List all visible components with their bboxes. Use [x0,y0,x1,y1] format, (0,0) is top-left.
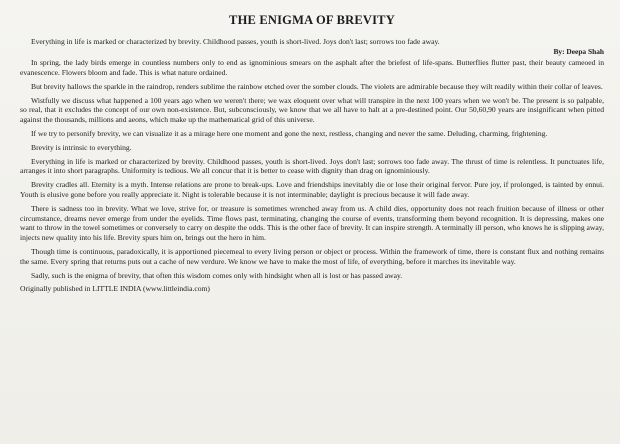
paragraph-cradles-all: Brevity cradles all. Eternity is a myth. Intense relations are prone to break-ups. Love and friendships inevitably die or lose their original fervor. Pure joy, if prolonged, is tainted by ennui. Youth is elusive gone before you really appreciate it. Night is tolerable because it is not interminable; daylight is precious because it will fade away. [20,180,604,200]
paragraph-spring: In spring, the lady birds emerge in countless numbers only to end as ignominious smears on the asphalt after the briefest of life-spans. Butterflies flutter past, their beauty cameoed in evanescence. Flowers bloom and fade. This is what nature ordained. [20,58,604,78]
paragraph-thrust-of-time: Everything in life is marked or characterized by brevity. Childhood passes, youth is short-lived. Joys don't last; sorrows too fade away. The thrust of time is relentless. It punctuates life, arranges it into short paragraphs. Uniformity is tedious. We all concur that it is better to cease with dignity than drag on ignominiously. [20,156,604,176]
paragraph-continuous: Though time is continuous, paradoxically, it is apportioned piecemeal to every living person or object or process. Within the framework of time, there is constant flux and nothing remains the same. Every spring that returns puts out a cache of new verdure. We know we have to make the most of life, of everything, before it marches its inevitable way. [20,247,604,266]
paragraph-intro: Everything in life is marked or characterized by brevity. Childhood passes, youth is short-lived. Joys don't last; sorrows too fade away. [31,36,440,46]
paragraph-sadness: There is sadness too in brevity. What we love, strive for, or treasure is sometimes wrenched away from us. A child dies, opportunity does not reach fruition because of illness or other circumstance, dreams never emerge from under the eyelids. Time flows past, terminating, changing the course of events, transforming them beyond recognition. It is depressing, makes one want to throw in the towel sometimes or conversely to carry on despite the odds. This is the other face of brevity. It can inspire strength. A terminally ill person, who knows he is slipping away, injects new quality into his life. Brevity spurs him on, brings out the hero in him. [20,203,604,243]
paragraph-closing: Sadly, such is the enigma of brevity, that often this wisdom comes only with hindsight when all is lost or has passed away. [31,270,403,280]
paragraph-intrinsic: Brevity is intrinsic to everything. [31,142,132,152]
author-byline: By: Deepa Shah [553,47,604,57]
publication-source: Originally published in LITTLE INDIA (www.littleindia.com) [20,284,210,294]
paragraph-raindrop: But brevity hallows the sparkle in the raindrop, renders sublime the rainbow etched over the somber clouds. The violets are admirable because they wilt readily within their collar of leaves. [31,81,603,91]
paragraph-personify: If we try to personify brevity, we can visualize it as a mirage here one moment and gone the next, restless, changing and never the same. Deluding, charming, frightening. [31,129,548,139]
article-title: THE ENIGMA OF BREVITY [229,13,395,27]
paragraph-hundred-years: Wistfully we discuss what happened a 100 years ago when we weren't there; we wax eloquent over what will transpire in the next 100 years when we won't be. The present is so palpable, so real, that it excludes the concept of our own non-existence. But, subconsciously, we know that we all have to halt at a pre-destined point. Our 50,60,90 years are insignificant when pitted against the thousands, millions and aeons, which make up the mathematical grid of this universe. [20,95,604,125]
